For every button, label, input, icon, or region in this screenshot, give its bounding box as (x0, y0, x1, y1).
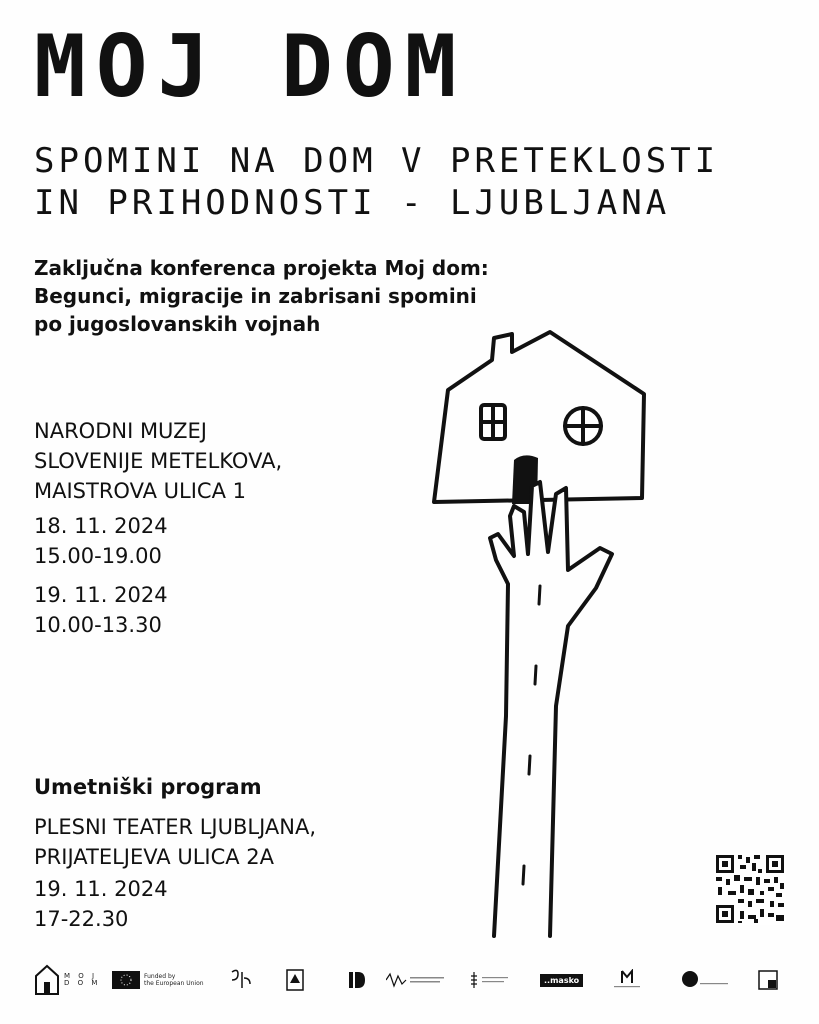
ur-logo-icon (680, 969, 730, 991)
institution-logo-5 (612, 960, 642, 1000)
m-crest-logo-icon (612, 969, 642, 991)
house-logo-icon (34, 964, 60, 996)
conference-line-3: po jugoslovanskih vojnah (34, 312, 321, 336)
masko-logo (540, 960, 583, 1000)
waveform-logo-icon (386, 971, 446, 989)
ornament-logo-icon (470, 970, 510, 990)
moj-dom-logo-line-1: M O J (64, 972, 98, 980)
square-logo-icon (758, 970, 778, 990)
venue-1-line-2: SLOVENIJE METELKOVA, (34, 449, 283, 473)
date-block-3 (34, 874, 168, 934)
house-with-hand-illustration (420, 326, 660, 946)
time-2: 10.00-13.30 (34, 613, 162, 637)
eu-funding-logo (112, 960, 204, 1000)
poster-subtitle (34, 140, 719, 224)
moj-dom-logo-line-2: D O M (64, 979, 101, 987)
time-3: 17-22.30 (34, 907, 129, 931)
date-1: 18. 11. 2024 (34, 514, 168, 538)
sdk-logo (228, 960, 254, 1000)
eu-text-line-1: Funded by (144, 973, 176, 980)
institution-logo-3 (386, 960, 446, 1000)
subtitle-line-2: IN PRIHODNOSTI - LJUBLJANA (34, 183, 671, 223)
qr-code-icon[interactable] (714, 853, 786, 925)
program-heading: Umetniški program (34, 775, 262, 799)
date-block-1 (34, 511, 168, 571)
poster-title: MOJ DOM (34, 17, 467, 117)
date-3: 19. 11. 2024 (34, 877, 168, 901)
time-1: 15.00-19.00 (34, 544, 162, 568)
subtitle-line-1: SPOMINI NA DOM V PRETEKLOSTI (34, 141, 720, 181)
moj-dom-logo (34, 960, 100, 1000)
venue-1-line-3: MAISTROVA ULICA 1 (34, 479, 246, 503)
crest-logo-icon (286, 969, 304, 991)
university-logo (680, 960, 730, 1000)
sdk-logo-icon (228, 968, 254, 992)
conference-line-2: Begunci, migracije in zabrisani spomini (34, 284, 477, 308)
venue-2-line-2: PRIJATELJEVA ULICA 2A (34, 845, 275, 869)
venue-2 (34, 812, 316, 872)
institution-logo-2 (348, 960, 366, 1000)
conference-line-1: Zaključna konferenca projekta Moj dom: (34, 256, 489, 280)
date-block-2 (34, 580, 168, 640)
partner-logos (34, 960, 794, 1000)
venue-1-line-1: NARODNI MUZEJ (34, 419, 207, 443)
institution-logo-4 (470, 960, 510, 1000)
masko-logo-text: ..masko (540, 974, 583, 987)
institution-logo-1 (286, 960, 304, 1000)
venue-2-line-1: PLESNI TEATER LJUBLJANA, (34, 815, 317, 839)
institution-logo-6 (758, 960, 778, 1000)
eu-flag-icon (112, 971, 140, 989)
eu-text-line-2: the European Union (144, 980, 204, 987)
venue-1 (34, 416, 282, 506)
date-2: 19. 11. 2024 (34, 583, 168, 607)
d-logo-icon (348, 971, 366, 989)
